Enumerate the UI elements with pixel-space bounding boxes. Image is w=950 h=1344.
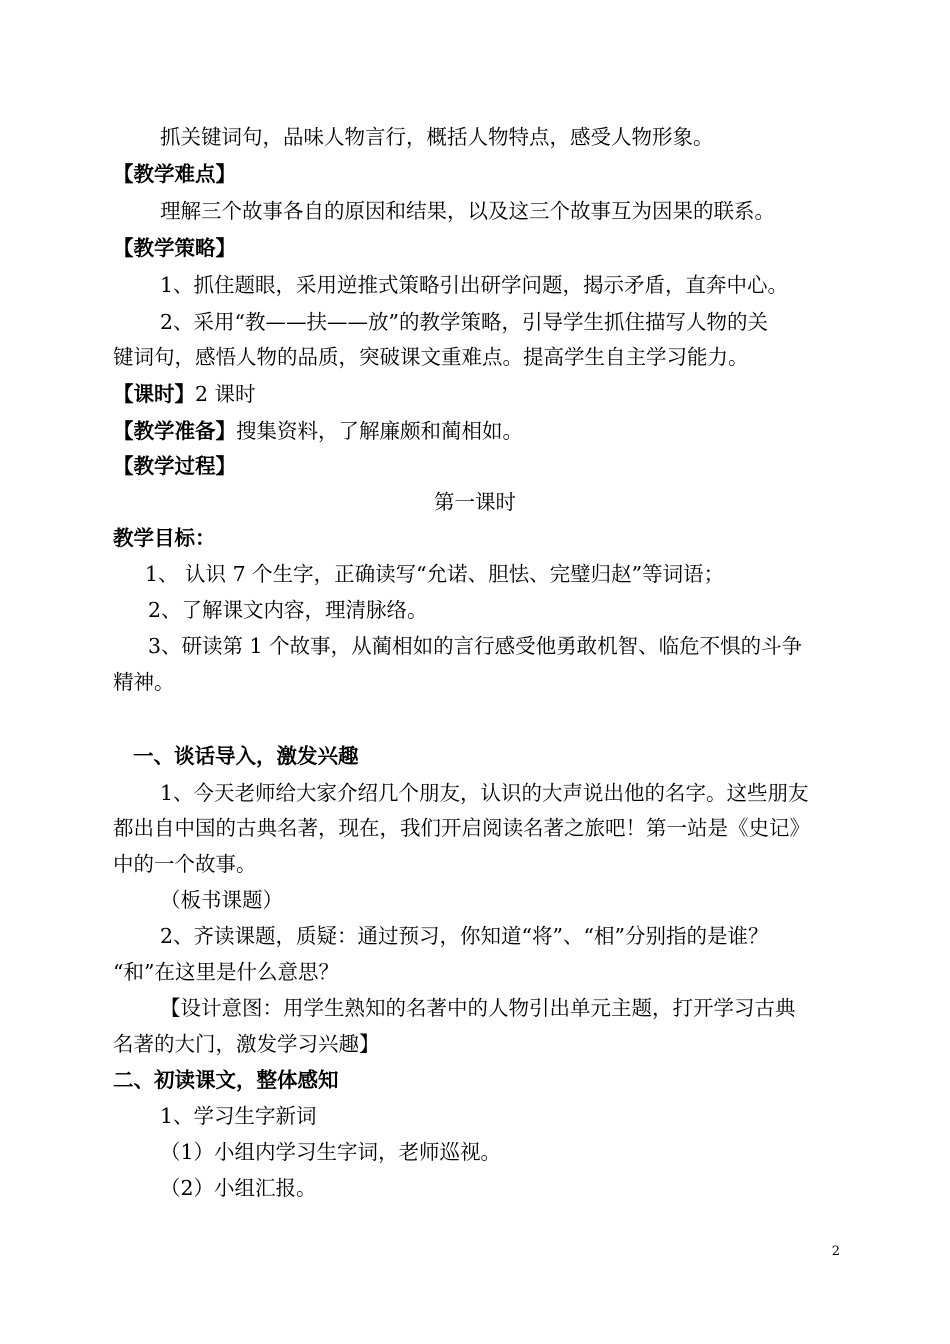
key-point-text: 抓关键词句，品味人物言行，概括人物特点，感受人物形象。: [160, 125, 714, 149]
section-2-heading: 二、初读课文，整体感知: [113, 1068, 339, 1092]
hours-row: [0, 380, 950, 408]
section-1-heading: 一、谈话导入，激发兴趣: [133, 744, 359, 768]
section-1-paragraph-2-line-1: 2、齐读课题，质疑：通过预习，你知道“将”、“相”分别指的是谁？: [160, 924, 769, 948]
difficulty-heading: 【教学难点】: [113, 162, 236, 186]
section-2-subitem-1: （1）小组内学习生字词，老师巡视。: [160, 1140, 502, 1164]
section-1-paragraph-1-line-1: 1、今天老师给大家介绍几个朋友，认识的大声说出他的名字。这些朋友: [160, 781, 809, 805]
board-note: （板书课题）: [160, 888, 283, 912]
strategy-item-2-line-2: 键词句，感悟人物的品质，突破课文重难点。提高学生自主学习能力。: [113, 345, 749, 369]
section-1-paragraph-1-line-2: 都出自中国的古典名著，现在，我们开启阅读名著之旅吧！第一站是《史记》: [113, 816, 810, 840]
objective-2: 2、了解课文内容，理清脉络。: [148, 598, 428, 622]
strategy-item-1: 1、抓住题眼，采用逆推式策略引出研学问题，揭示矛盾，直奔中心。: [160, 273, 789, 297]
design-intent-line-1: 【设计意图：用学生熟知的名著中的人物引出单元主题，打开学习古典: [160, 996, 796, 1020]
design-intent-line-2: 名著的大门，激发学习兴趣】: [113, 1032, 380, 1056]
section-2-subitem-2: （2）小组汇报。: [160, 1176, 317, 1200]
process-heading: 【教学过程】: [113, 454, 236, 478]
section-2-item-1: 1、学习生字新词: [160, 1104, 317, 1128]
difficulty-text: 理解三个故事各自的原因和结果，以及这三个故事互为因果的联系。: [160, 199, 775, 223]
prep-row: [0, 417, 950, 445]
strategy-item-2-line-1: 2、采用“教——扶——放”的教学策略，引导学生抓住描写人物的关: [160, 310, 769, 334]
objective-3-line-2: 精神。: [113, 670, 175, 694]
lesson-title: 第一课时: [434, 490, 516, 514]
prep-label: 【教学准备】: [113, 419, 236, 443]
hours-label: 【课时】: [113, 382, 195, 406]
section-1-paragraph-2-line-2: “和”在这里是什么意思？: [113, 960, 339, 984]
hours-value: 2 课时: [195, 382, 256, 406]
page-number: 2: [831, 1244, 840, 1259]
section-1-paragraph-1-line-3: 中的一个故事。: [113, 852, 257, 876]
objective-1: 1、 认识 7 个生字，正确读写“允诺、胆怯、完璧归赵”等词语；: [145, 562, 725, 586]
prep-value: 搜集资料，了解廉颇和蔺相如。: [236, 419, 523, 443]
objective-3-line-1: 3、研读第 1 个故事，从蔺相如的言行感受他勇敢机智、临危不惧的斗争: [148, 634, 803, 658]
objectives-heading: 教学目标：: [113, 526, 216, 550]
strategy-heading: 【教学策略】: [113, 236, 236, 260]
